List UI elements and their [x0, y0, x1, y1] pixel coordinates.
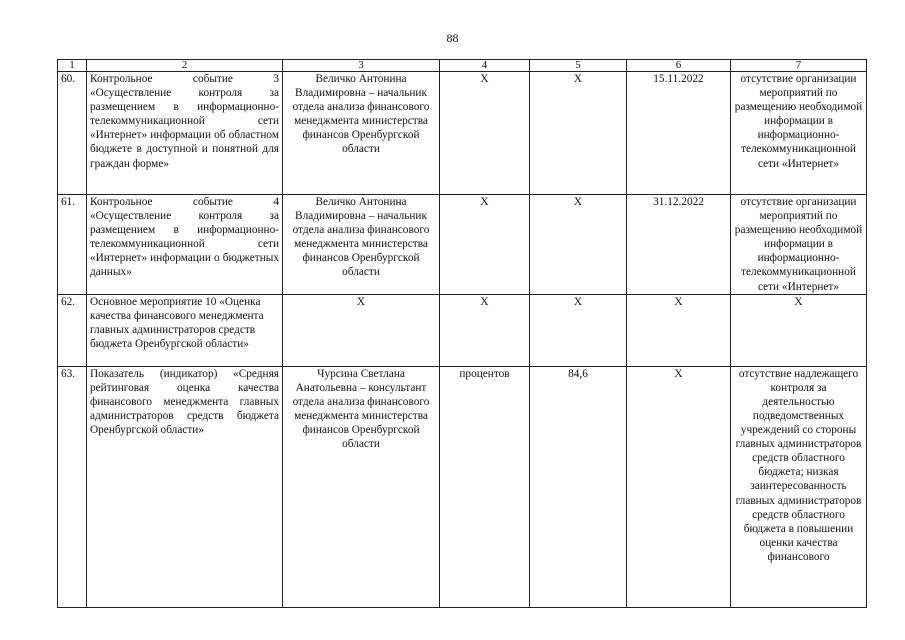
header-cell-6: 6 [627, 60, 731, 72]
column-numbers-row [58, 60, 867, 72]
row-number: 61. [58, 195, 87, 295]
risk-cell: отсутствие организации мероприятий по размещению необходимой информации в информационно-телекоммуникационной сети «Интернет» [731, 195, 867, 295]
row-number: 63. [58, 366, 87, 607]
value-cell: Х [530, 294, 627, 366]
unit-cell: Х [440, 72, 530, 195]
header-cell-2: 2 [87, 60, 283, 72]
unit-cell: процентов [440, 366, 530, 607]
date-cell: 31.12.2022 [627, 195, 731, 295]
header-cell-3: 3 [283, 60, 440, 72]
responsible-person: Величко Антонина Владимировна – начальник отдела анализа финансового менеджмента министерства финансов Оренбургской области [283, 195, 440, 295]
header-cell-4: 4 [440, 60, 530, 72]
event-name: Контрольное событие 4 «Осуществление контроля за размещением в информационно-телекоммуникационной сети «Интернет» информации о бюджетных данных» [87, 195, 283, 295]
row-number: 62. [58, 294, 87, 366]
table-row [58, 72, 867, 195]
responsible-person: Х [283, 294, 440, 366]
row-number: 60. [58, 72, 87, 195]
date-cell: Х [627, 366, 731, 607]
value-cell: Х [530, 72, 627, 195]
risk-cell: отсутствие надлежащего контроля за деятельностью подведомственных учреждений со стороны главных администраторов средств областного бюджета; низкая заинтересованность главных администраторов средств областного бюджета в повышении оценки качества финансового [731, 366, 867, 607]
unit-cell: Х [440, 195, 530, 295]
header-cell-5: 5 [530, 60, 627, 72]
responsible-person: Чурсина Светлана Анатольевна – консультант отдела анализа финансового менеджмента министерства финансов Оренбургской области [283, 366, 440, 607]
table-row [58, 294, 867, 366]
value-cell: Х [530, 195, 627, 295]
event-name: Показатель (индикатор) «Средняя рейтинговая оценка качества финансового менеджмента главных администраторов средств бюджета Оренбургской области» [87, 366, 283, 607]
risk-cell: Х [731, 294, 867, 366]
event-name: Контрольное событие 3 «Осуществление контроля за размещением в информационно-телекоммуникационной сети «Интернет» информации об областном бюджете в доступной и понятной для граждан форме» [87, 72, 283, 195]
unit-cell: Х [440, 294, 530, 366]
table-row [58, 195, 867, 295]
event-name: Основное мероприятие 10 «Оценка качества финансового менеджмента главных администраторов средств бюджета Оренбургской области» [87, 294, 283, 366]
page-number: 88 [446, 31, 459, 45]
header-cell-1: 1 [58, 60, 87, 72]
date-cell: 15.11.2022 [627, 72, 731, 195]
value-cell: 84,6 [530, 366, 627, 607]
date-cell: Х [627, 294, 731, 366]
table-row [58, 366, 867, 607]
plan-table [57, 59, 867, 608]
header-cell-7: 7 [731, 60, 867, 72]
risk-cell: отсутствие организации мероприятий по размещению необходимой информации в информационно-телекоммуникационной сети «Интернет» [731, 72, 867, 195]
responsible-person: Величко Антонина Владимировна – начальник отдела анализа финансового менеджмента министерства финансов Оренбургской области [283, 72, 440, 195]
